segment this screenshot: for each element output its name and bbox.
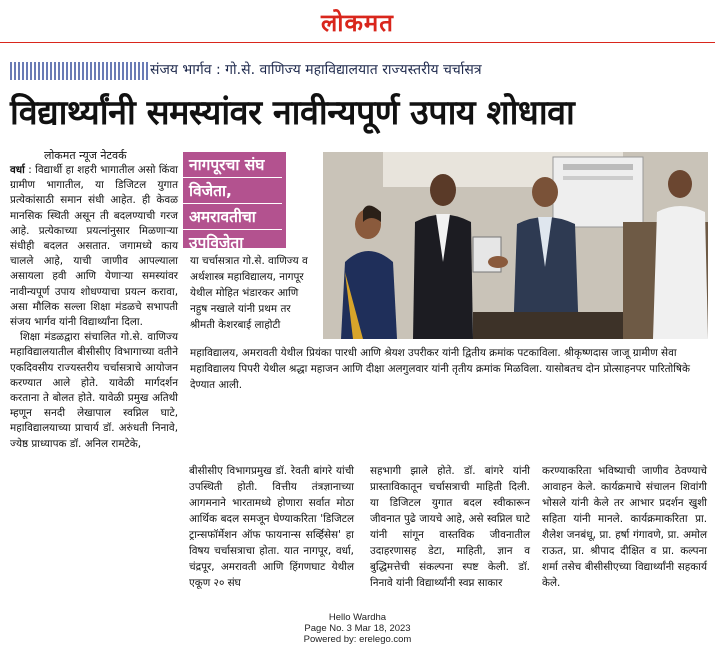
- masthead: [0, 0, 715, 44]
- masthead-rule: [0, 42, 715, 43]
- article-column-4: करण्याकरिता भविष्याची जाणीव ठेवण्याचे आवाहन केले. कार्यक्रमाचे संचालन शिवांगी भोसले यांनी केले तर आभार प्रदर्शन खुशी सहिता यांनी मानले. कार्यक्रमाकरिता प्रा. शैलेश जनबंधू, प्रा. हर्षा गंगावणे, प्रा. अमोल राऊत, प्रा. श्रीपाद दीक्षित व प्रा. कल्पना शर्मा तसेच बीसीसीएच्या विद्यार्थ्यांनी सहकार्य केले.: [542, 465, 707, 589]
- article-column-1: [10, 163, 178, 452]
- paragraph-text: : विद्यार्थी हा शहरी भागातील असो किंवा ग्रामीण भागातील, या डिजिटल युगात प्रत्येकांसाठी समान संधी आहेत. ही केवळ मानसिक स्थिती असून ती बदलण्याची गरज आहे. प्रत्येकाच्या प्रयत्नांनुसार मिळणाऱ्या संधीही बदलत असतात. जगामध्ये काय चालले आहे, याची जाणीव आपल्याला असायला हवी आणि येणाऱ्या समस्यांवर नावीन्यपूर्ण उपाय शोधण्याचा प्रयत्न करावा, असा मौलिक सल्ला शिक्षा मंडळचे सभापती संजय भार्गव यांनी विद्यार्थ्यांना दिला.: [10, 164, 178, 329]
- kicker-text: संजय भार्गव : गो.से. वाणिज्य महाविद्यालयात राज्यस्तरीय चर्चासत्र: [150, 62, 482, 78]
- event-photo-illustration: [323, 152, 708, 339]
- dateline: वर्धा: [10, 164, 25, 176]
- page-footer: [0, 612, 715, 645]
- article-paragraph: [10, 163, 178, 330]
- newspaper-logo: लोकमत: [321, 9, 394, 37]
- subhead-line: अमरावतीचा: [183, 204, 282, 230]
- subhead-line: नागपूरचा संघ: [183, 152, 282, 178]
- event-photo: [323, 152, 708, 339]
- footer-page-date: Page No. 3 Mar 18, 2023: [304, 623, 411, 634]
- footer-powered-by: Powered by: erelego.com: [303, 634, 412, 645]
- article-column-2: बीसीसीए विभागप्रमुख डॉ. रेवती बांगरे यांची उपस्थिती होती. वित्तीय तंत्रज्ञानाच्या आगमनाने भारतामध्ये होणारा सर्वात मोठा आर्थिक बदल समजून घेण्याकरिता 'डिजिटल ट्रान्सफॉर्मेशन ऑफ फायनान्स सर्व्हिसेस' हा विषय चर्चासत्राचा होता. यात नागपूर, वर्धा, चंद्रपूर, अमरावती आणि हिंगणघाट येथील एकूण २० संघ: [189, 465, 354, 589]
- headline: विद्यार्थ्यांनी समस्यांवर नावीन्यपूर्ण उपाय शोधावा: [10, 93, 575, 133]
- subhead-box: [183, 152, 286, 252]
- subhead-line: विजेता,: [183, 178, 282, 204]
- footer-edition: Hello Wardha: [328, 612, 387, 623]
- kicker: [10, 60, 705, 84]
- subhead-line: उपविजेता: [189, 234, 244, 252]
- lower-columns: [189, 463, 713, 589]
- results-paragraph: महाविद्यालय, अमरावती येथील प्रियंका पारधी आणि श्रेयश उपरीकर यांनी द्वितीय क्रमांक पटकाविला. श्रीकृष्णदास जाजू ग्रामीण सेवा महाविद्यालय पिपरी येथील श्रद्धा महाजन आणि दीक्षा अलगुलवार यांनी तृतीय क्रमांक मिळविला. यासोबतच दोन प्रोत्साहनपर पारितोषिके देण्यात आली.: [190, 347, 690, 391]
- article-paragraph: शिक्षा मंडळद्वारा संचालित गो.से. वाणिज्य महाविद्यालयातील बीसीसीए विभागाच्या वतीने एकदिवसीय राज्यस्तरीय चर्चासत्राचे आयोजन करण्यात आले होते. यावेळी मार्गदर्शन करताना ते बोलत होते. यावेळी प्रमुख अतिथी म्हणून सनदी लेखापाल स्वप्निल घाटे, महाविद्यालयाच्या प्राचार्य डॉ. अरुंधती निनावे, ज्येष्ठ प्राध्यापक डॉ. अनिल रामटेके,: [10, 331, 178, 450]
- side-text: या चर्चासत्रात गो.से. वाणिज्य व अर्थशास्त्र महाविद्यालय, नागपूर येथील मोहित भंडारकर आणि नहुष नखाले यांनी प्रथम तर श्रीमती केशरबाई लाहोटी: [190, 255, 308, 331]
- article-column-3: सहभागी झाले होते. डॉ. बांगरे यांनी प्रास्ताविकातून चर्चासत्राची माहिती दिली. या डिजिटल युगात बदल स्वीकारून जीवनात पुढे जायचे आहे, असे स्वप्निल घाटे यांनी सांगून वास्तविक जीवनातील उदाहरणासह डेटा, माहिती, ज्ञान व बुद्धिमत्तेची संकल्पना स्पष्ट केली. डॉ. निनावे यांनी विद्यार्थ्यांनी स्वप्न साकार: [370, 465, 530, 589]
- kicker-bar: [10, 62, 148, 80]
- byline: लोकमत न्यूज नेटवर्क: [44, 149, 127, 162]
